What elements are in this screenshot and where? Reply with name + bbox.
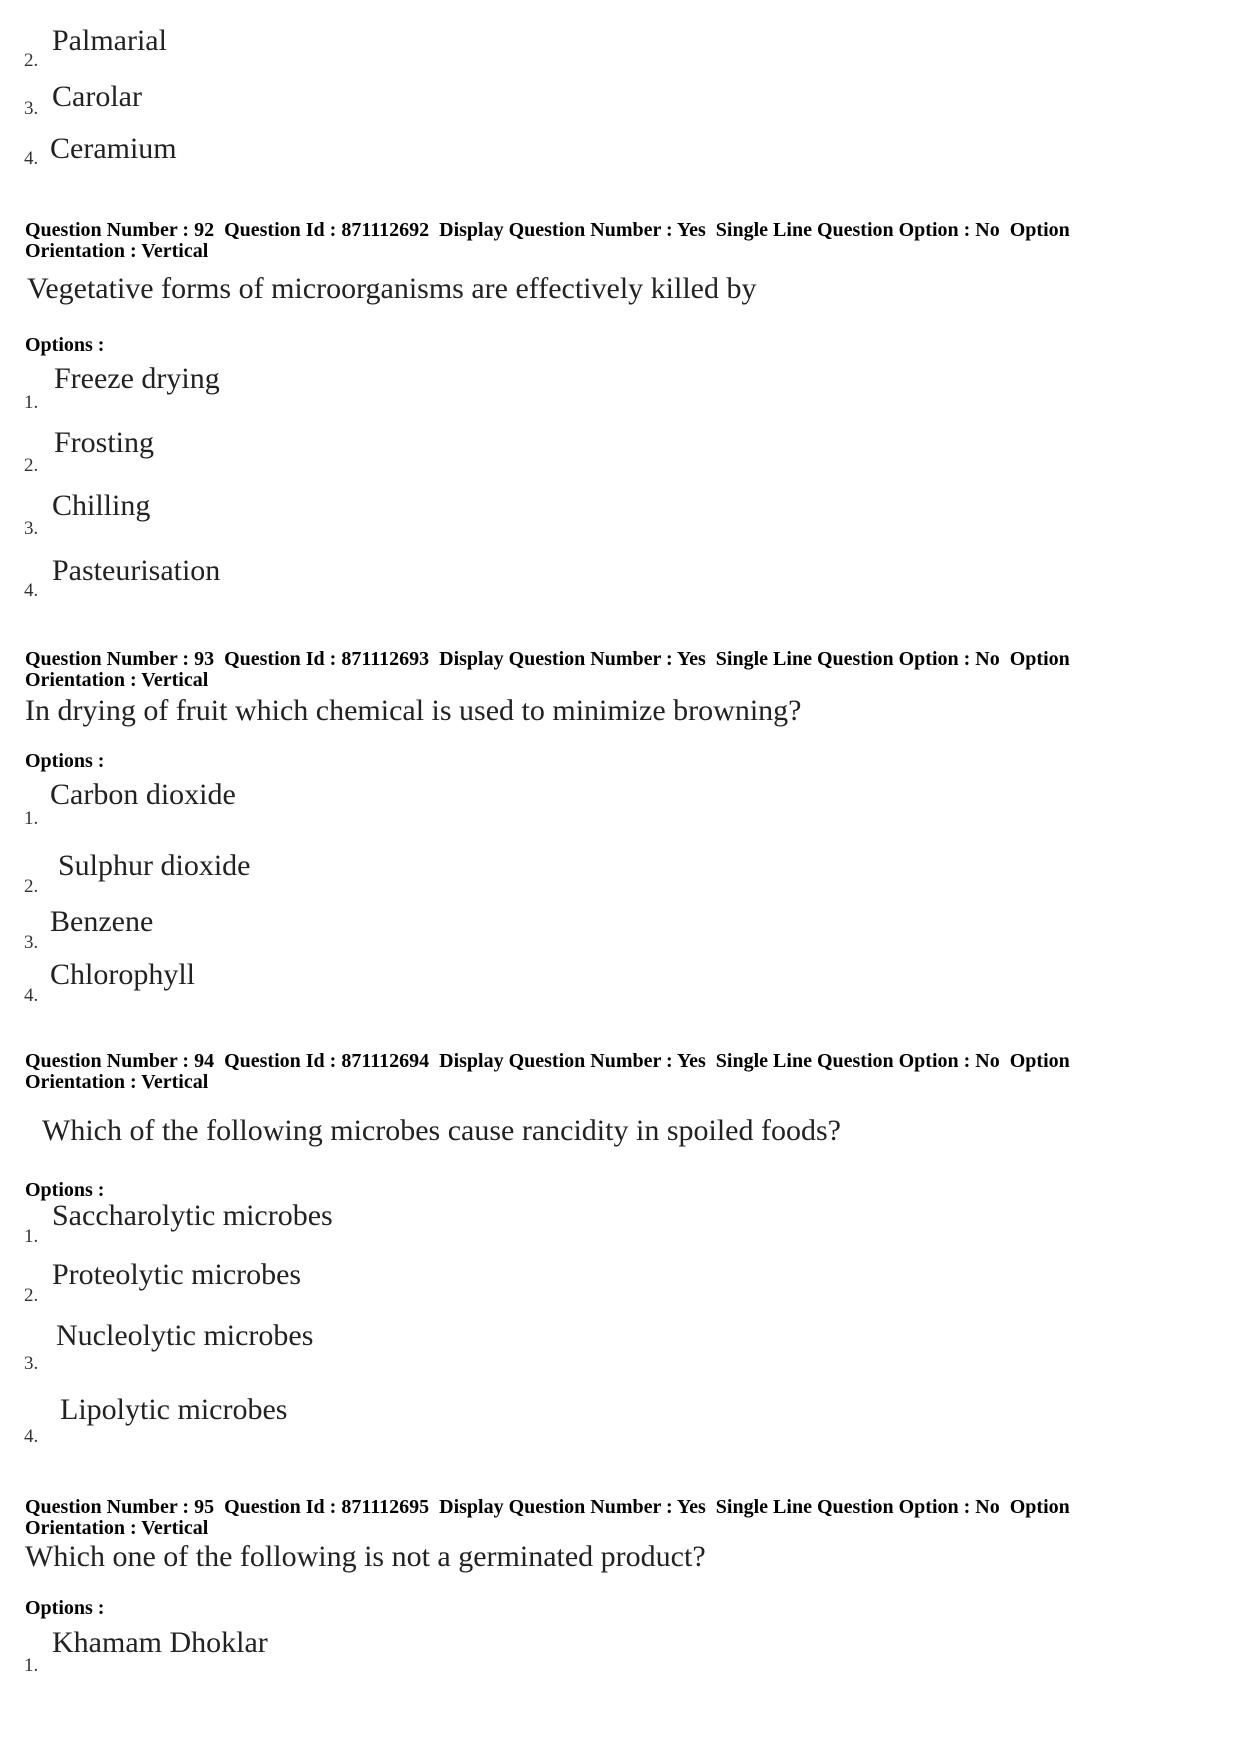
option-number: 2.: [24, 876, 39, 897]
option-number: 2.: [24, 455, 39, 476]
option-text: Carbon dioxide: [50, 778, 236, 811]
question-meta: Question Number : 95 Question Id : 871112695 Display Question Number : Yes Single Line Question Option : No Option Orientation : Vertical: [25, 1496, 1075, 1539]
option-number: 1.: [24, 1226, 39, 1247]
option-text: Proteolytic microbes: [52, 1258, 302, 1291]
option-number: 4.: [24, 1426, 39, 1447]
option-number: 4.: [24, 148, 39, 169]
question-meta: Question Number : 92 Question Id : 871112692 Display Question Number : Yes Single Line Question Option : No Option Orientation : Vertical: [25, 219, 1075, 262]
question-text: Which of the following microbes cause rancidity in spoiled foods?: [42, 1114, 841, 1147]
option-number: 3.: [24, 932, 39, 953]
question-text: Which one of the following is not a germinated product?: [25, 1540, 706, 1573]
question-meta: Question Number : 94 Question Id : 871112694 Display Question Number : Yes Single Line Question Option : No Option Orientation : Vertical: [25, 1050, 1075, 1093]
option-number: 1.: [24, 808, 39, 829]
option-number: 3.: [24, 98, 39, 119]
option-text: Frosting: [54, 426, 155, 459]
option-text: Freeze drying: [54, 362, 220, 395]
option-text: Nucleolytic microbes: [56, 1319, 314, 1352]
option-number: 4.: [24, 580, 39, 601]
option-number: 3.: [24, 518, 39, 539]
option-text: Chilling: [52, 489, 151, 522]
option-text: Chlorophyll: [50, 958, 196, 991]
option-text: Sulphur dioxide: [58, 849, 251, 882]
question-text: Vegetative forms of microorganisms are effectively killed by: [27, 272, 757, 305]
option-text: Lipolytic microbes: [60, 1393, 288, 1426]
option-number: 4.: [24, 985, 39, 1006]
option-text: Khamam Dhoklar: [52, 1626, 268, 1659]
option-number: 3.: [24, 1353, 39, 1374]
question-text: In drying of fruit which chemical is used to minimize browning?: [25, 694, 802, 727]
options-label: Options :: [25, 1179, 105, 1201]
option-number: 1.: [24, 1655, 39, 1676]
question-meta: Question Number : 93 Question Id : 871112693 Display Question Number : Yes Single Line Question Option : No Option Orientation : Vertical: [25, 648, 1075, 691]
option-text: Pasteurisation: [52, 554, 221, 587]
option-text: Carolar: [52, 80, 142, 113]
option-text: Saccharolytic microbes: [52, 1199, 333, 1232]
option-text: Benzene: [50, 905, 154, 938]
option-number: 2.: [24, 1285, 39, 1306]
option-number: 2.: [24, 50, 39, 71]
options-label: Options :: [25, 1597, 105, 1619]
option-text: Ceramium: [50, 132, 177, 165]
option-number: 1.: [24, 392, 39, 413]
options-label: Options :: [25, 750, 105, 772]
option-text: Palmarial: [52, 24, 167, 57]
options-label: Options :: [25, 334, 105, 356]
